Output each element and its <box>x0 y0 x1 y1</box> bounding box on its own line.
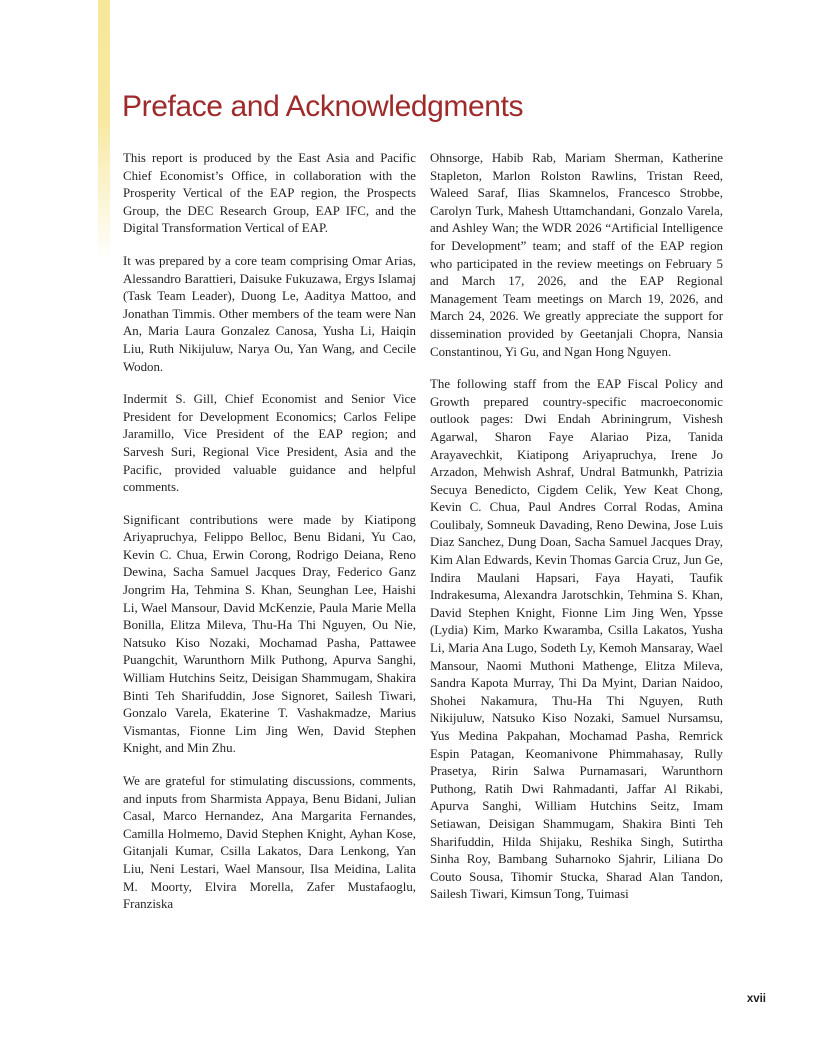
right-column <box>430 150 723 914</box>
page-number: xvii <box>746 993 766 1005</box>
paragraph-fiscal-policy-staff: The following staff from the EAP Fiscal Policy and Growth prepared country-specific macroeconomic outlook pages: Dwi Endah Abriningrum, Vishesh Agarwal, Sharon Faye Alariao Piza, Tanida Arayavechkit, Kiatipong Ariyapruchya, Irene Jo Arzadon, Mehwish Ashraf, Undral Batmunkh, Patrizia Secuya Benedicto, Cigdem Celik, Yew Keat Chong, Kevin C. Chua, Paul Andres Corral Rodas, Amina Coulibaly, Somneuk Davading, Reno Dewina, Jose Luis Diaz Sanchez, Dung Doan, Sacha Samuel Jacques Dray, Kim Alan Edwards, Kevin Thomas Garcia Cruz, Jun Ge, Indira Maulani Hapsari, Faya Hayati, Taufik Indrakesuma, Alexandra Jarotschkin, Tehmina S. Khan, David Stephen Knight, Fionne Lim Jing Wen, Ypsse (Lydia) Kim, Marko Kwaramba, Csilla Lakatos, Yusha Li, Maria Ana Lugo, Sodeth Ly, Kemoh Mansaray, Wael Mansour, Naomi Muthoni Mathenge, Elitza Mileva, Sandra Kapota Murray, Thi Da Myint, Darian Naidoo, Shohei Nakamura, Thu-Ha Thi Nguyen, Ruth Nikijuluw, Natsuko Kiso Nozaki, Samuel Nursamsu, Yus Medina Pakpahan, Mochamad Pasha, Remrick Espin Patagan, Keomanivone Phimmahasay, Rully Prasetya, Ririn Salwa Purnamasari, Warunthorn Puthong, Ratih Dwi Rahmadanti, Jaffar Al Rikabi, Apurva Sanghi, William Hutchins Seitz, Imam Setiawan, Deisigan Shammugam, Shakira Binti Teh Sharifuddin, Hilda Shijaku, Reshika Singh, Sutirtha Sinha Roy, Bambang Suharnoko Sjahrir, Liliana Do Couto Sousa, Tihomir Stucka, Sharad Alan Tandon, Sailesh Tiwari, Kimsun Tong, Tuimasi <box>430 377 723 902</box>
paragraph-intro: This report is produced by the East Asia and Pacific Chief Economist’s Office, in collaboration with the Prosperity Vertical of the EAP region, the Prospects Group, the DEC Research Group, EAP IFC, and the Digital Transformation Vertical of EAP. <box>123 151 416 236</box>
left-column <box>123 150 416 914</box>
paragraph-guidance: Indermit S. Gill, Chief Economist and Senior Vice President for Development Economics; Carlos Felipe Jaramillo, Vice President of the EAP region; and Sarvesh Suri, Regional Vice President, Asia and the Pacific, provided valuable guidance and helpful comments. <box>123 392 416 495</box>
paragraph-discussions-continued: Ohnsorge, Habib Rab, Mariam Sherman, Katherine Stapleton, Marlon Rolston Rawlins, Tristan Reed, Waleed Saraf, Ilias Skamnelos, Francesco Strobbe, Carolyn Turk, Mahesh Uttamchandani, Gonzalo Varela, and Ashley Wan; the WDR 2026 “Artificial Intelligence for Development” team; and staff of the EAP region who participated in the review meetings on February 5 and March 17, 2026, and the EAP Regional Management Team meetings on March 19, 2026, and March 24, 2026. We greatly appreciate the support for dissemination provided by Geetanjali Chopra, Nansia Constantinou, Yi Gu, and Ngan Hong Nguyen. <box>430 151 723 359</box>
page-title: Preface and Acknowledgments <box>122 90 524 123</box>
two-column-body <box>123 150 723 914</box>
left-accent-stripe <box>98 0 110 262</box>
paragraph-discussions: We are grateful for stimulating discussions, comments, and inputs from Sharmista Appaya, Benu Bidani, Julian Casal, Marco Hernandez, Ana Margarita Fernandes, Camilla Holmemo, David Stephen Knight, Ayhan Kose, Gitanjali Kumar, Csilla Lakatos, Dara Lenkong, Yan Liu, Neni Lestari, Wael Mansour, Ilsa Meidina, Lalita M. Moorty, Elvira Morella, Zafer Mustafaoglu, Franziska <box>123 774 416 912</box>
paragraph-core-team: It was prepared by a core team comprising Omar Arias, Alessandro Barattieri, Daisuke Fukuzawa, Ergys Islamaj (Task Team Leader), Duong Le, Aaditya Mattoo, and Jonathan Timmis. Other members of the team were Nan An, Maria Laura Gonzalez Canosa, Yusha Li, Haiqin Liu, Ruth Nikijuluw, Narya Ou, Yan Wang, and Cecile Wodon. <box>123 253 416 374</box>
paragraph-contributions: Significant contributions were made by Kiatipong Ariyapruchya, Felippo Belloc, Benu Bidani, Yu Cao, Kevin C. Chua, Erwin Corong, Rodrigo Deiana, Reno Dewina, Sacha Samuel Jacques Dray, Federico Ganz Jongrim Ha, Tehmina S. Khan, Seunghan Lee, Haishi Li, Wael Mansour, David McKenzie, Paula Marie Mella Bonilla, Elitza Mileva, Thu-Ha Thi Nguyen, Ou Nie, Natsuko Kiso Nozaki, Mochamad Pasha, Pattawee Puangchit, Warunthorn Milk Puthong, Apurva Sanghi, William Hutchins Seitz, Deisigan Shammugam, Shakira Binti Teh Sharifuddin, Jose Signoret, Sailesh Tiwari, Gonzalo Varela, Ekaterine T. Vashakmadze, Marius Vismantas, Fionne Lim Jing Wen, David Stephen Knight, and Min Zhu. <box>123 512 416 756</box>
